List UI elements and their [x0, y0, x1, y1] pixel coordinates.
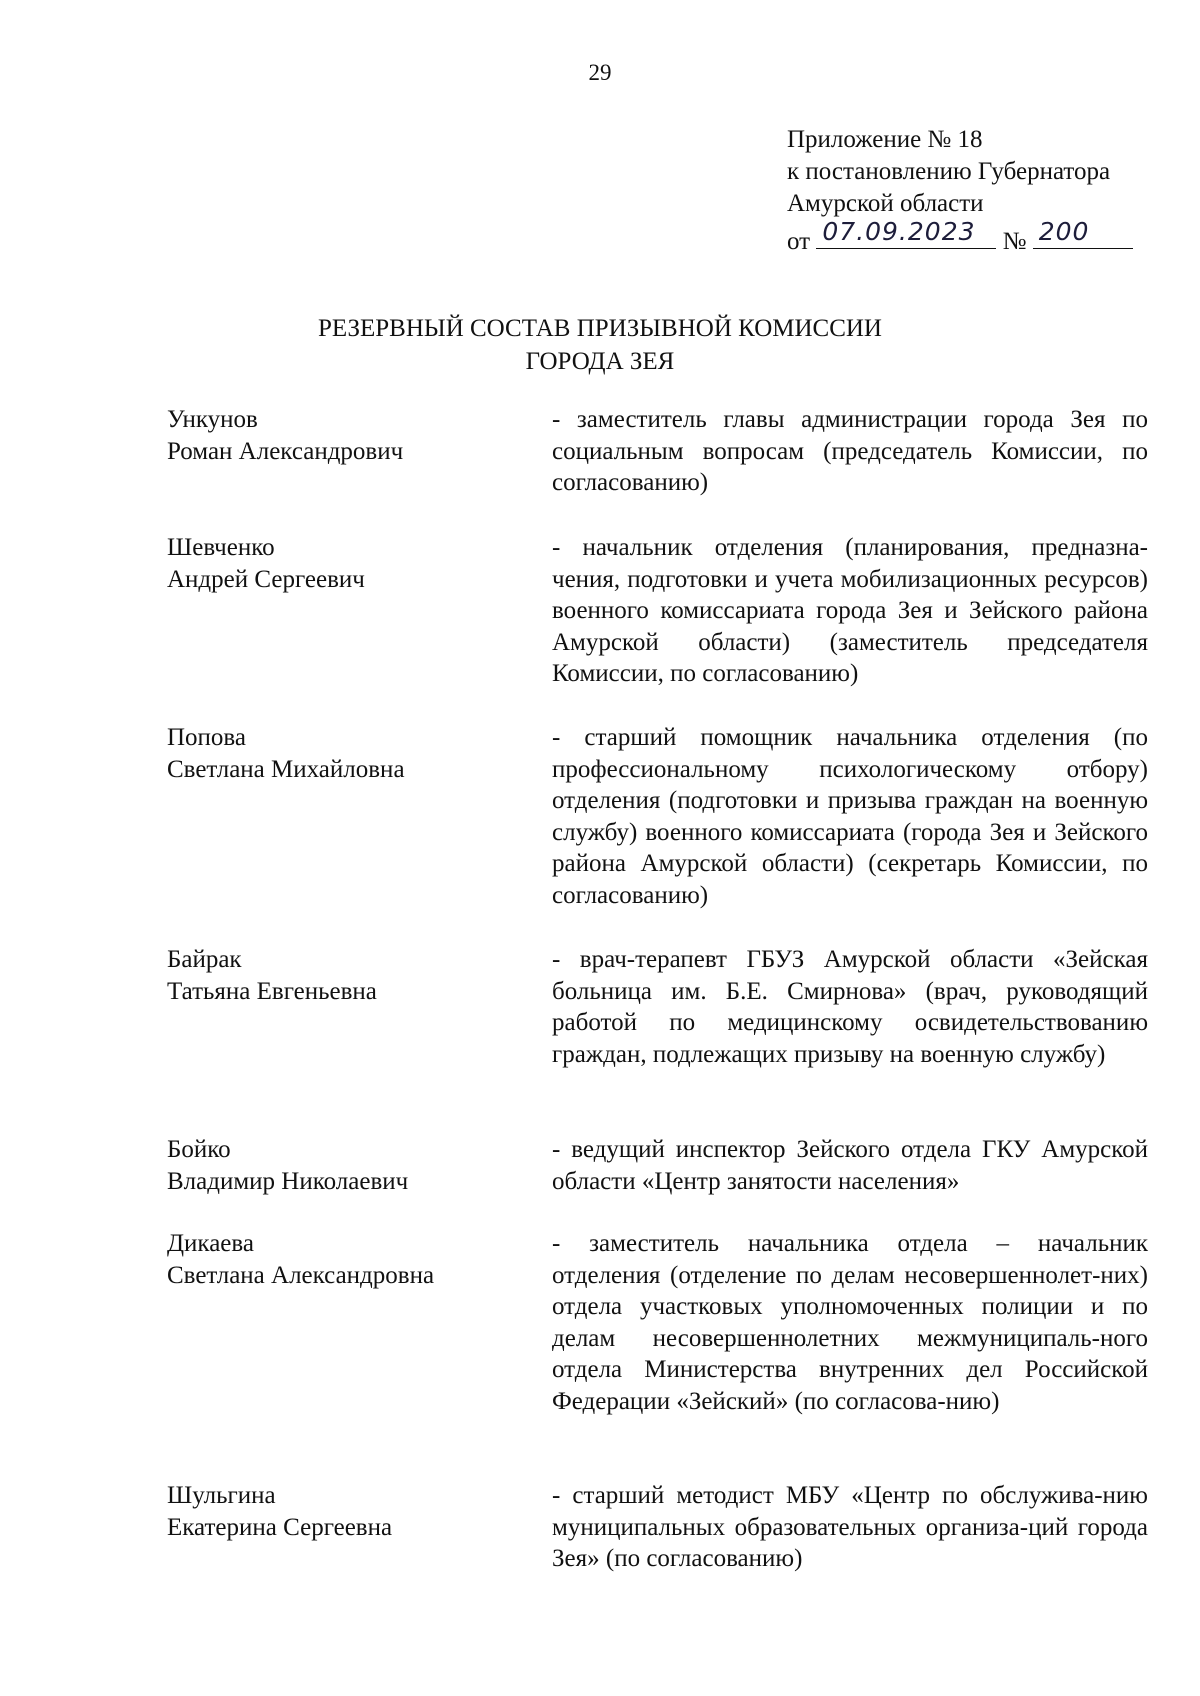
page-number: 29 [588, 60, 612, 85]
member-name [167, 1228, 507, 1291]
member-name [167, 944, 507, 1007]
member-name [167, 1480, 507, 1543]
member-surname: Ункунов [167, 406, 258, 433]
handwritten-number: 200 [1038, 217, 1090, 246]
number-prefix: № [1002, 228, 1027, 255]
member-given-names: Владимир Николаевич [167, 1167, 409, 1195]
member-name [167, 404, 507, 467]
member-surname: Попова [167, 724, 247, 751]
member-role: - заместитель главы администрации города Зея по социальным вопросам (председатель Комиссии, по согласованию) [552, 406, 1148, 496]
member-surname: Бойко [167, 1136, 231, 1163]
member-surname: Дикаева [167, 1230, 254, 1257]
member-name [167, 532, 507, 595]
number-field [1033, 217, 1133, 249]
member-role: - старший методист МБУ «Центр по обслужива-нию муниципальных образовательных организа-ций города Зея» (по согласованию) [552, 1482, 1148, 1572]
member-surname: Шульгина [167, 1482, 276, 1509]
member-given-names: Роман Александрович [167, 437, 404, 465]
document-title [0, 312, 1200, 378]
appendix-title: Приложение № 18 [787, 126, 983, 153]
member-role: - начальник отделения (планирования, предназна-чения, подготовки и учета мобилизационных ресурсов) военного комиссариата города Зея и Зейского района Амурской области) (заместитель председателя Комиссии, по согласованию) [552, 534, 1148, 687]
member-given-names: Екатерина Сергеевна [167, 1513, 393, 1541]
member-role: - заместитель начальника отдела – начальник отделения (отделение по делам несовершеннолет-них) отдела участковых уполномоченных полиции и по делам несовершеннолетних межмуниципаль-ного отдела Министерства внутренних дел Российской Федерации «Зейский» (по согласова-нию) [552, 1230, 1148, 1415]
member-surname: Байрак [167, 946, 242, 973]
title-line-1: РЕЗЕРВНЫЙ СОСТАВ ПРИЗЫВНОЙ КОМИССИИ [317, 315, 882, 342]
member-name [167, 1134, 507, 1197]
member-given-names: Светлана Михайловна [167, 755, 405, 783]
date-prefix: от [787, 228, 811, 255]
member-role: - врач-терапевт ГБУЗ Амурской области «Зейская больница им. Б.Е. Смирнова» (врач, руководящий работой по медицинскому освидетельствованию граждан, подлежащих призыву на военную службу) [552, 946, 1148, 1068]
member-name [167, 722, 507, 785]
member-role: - старший помощник начальника отделения (по профессиональному психологическому отбору) отделения (подготовки и призыва граждан на военную службу) военного комиссариата (города Зея и Зейского района Амурской области) (секретарь Комиссии, по согласованию) [552, 724, 1148, 909]
title-line-2: ГОРОДА ЗЕЯ [525, 348, 675, 375]
appendix-header [787, 124, 1133, 258]
date-field [816, 217, 996, 249]
member-role: - ведущий инспектор Зейского отдела ГКУ Амурской области «Центр занятости населения» [552, 1136, 1148, 1195]
member-given-names: Татьяна Евгеньевна [167, 977, 377, 1005]
appendix-reference: к постановлению Губернатора [787, 158, 1111, 185]
member-given-names: Андрей Сергеевич [167, 565, 365, 593]
handwritten-date: 07.09.2023 [822, 217, 976, 246]
member-given-names: Светлана Александровна [167, 1261, 435, 1289]
appendix-date-line [787, 217, 1133, 258]
appendix-region: Амурской области [787, 190, 984, 217]
member-surname: Шевченко [167, 534, 275, 561]
